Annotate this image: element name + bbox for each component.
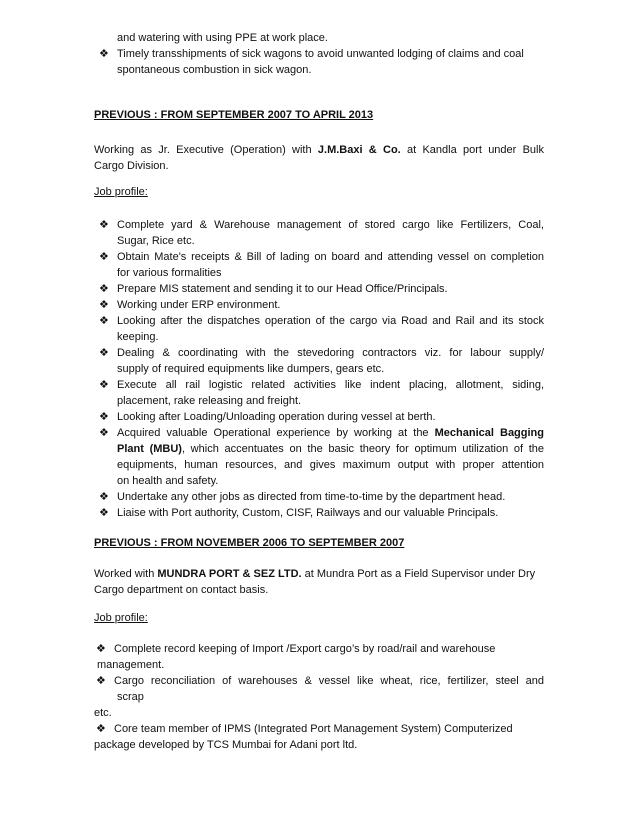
four-diamond-bullet-icon: ❖ — [99, 219, 109, 231]
text-line: Execute all rail logistic related activities like indent placing, allotment, siding, — [117, 379, 544, 391]
four-diamond-bullet-icon: ❖ — [99, 379, 109, 391]
four-diamond-bullet-icon: ❖ — [96, 643, 106, 655]
text-line: spontaneous combustion in sick wagon. — [117, 64, 312, 76]
company-name: MUNDRA PORT & SEZ LTD. — [157, 568, 302, 580]
bold-term: Mechanical Bagging — [434, 427, 544, 439]
bold-term: Plant (MBU) — [117, 443, 182, 455]
text-line: Undertake any other jobs as directed from time-to-time by the department head. — [117, 491, 506, 503]
text-line: Complete record keeping of Import /Export cargo’s by road/rail and warehouse — [114, 643, 496, 655]
intro-line — [94, 143, 544, 158]
intro-text: Working as Jr. Executive (Operation) with — [94, 144, 318, 156]
text-line: placement, rake releasing and freight. — [117, 395, 302, 407]
text-line: equipments, human resources, and gives maximum output with proper attention — [117, 459, 544, 471]
job-profile-label: Job profile: — [94, 186, 148, 198]
text-line: Core team member of IPMS (Integrated Port Management System) Computerized — [114, 723, 513, 735]
four-diamond-bullet-icon: ❖ — [99, 48, 109, 60]
text-line: Sugar, Rice etc. — [117, 235, 195, 247]
text-line — [117, 426, 544, 441]
text-line: Liaise with Port authority, Custom, CISF, Railways and our valuable Principals. — [117, 507, 499, 519]
text-line: supply of required equipments like dumpers, gears etc. — [117, 363, 385, 375]
text-line: Obtain Mate's receipts & Bill of lading on board and attending vessel on completion — [117, 251, 544, 263]
text-line: Cargo reconciliation of warehouses & vessel like wheat, rice, fertilizer, steel and — [114, 675, 544, 687]
four-diamond-bullet-icon: ❖ — [96, 675, 106, 687]
text-line: Cargo Division. — [94, 160, 169, 172]
text-line: package developed by TCS Mumbai for Adani port ltd. — [94, 739, 358, 751]
job-profile-label: Job profile: — [94, 612, 148, 624]
text-line: Prepare MIS statement and sending it to our Head Office/Principals. — [117, 283, 448, 295]
text-line: Timely transshipments of sick wagons to avoid unwanted lodging of claims and coal — [117, 48, 524, 60]
text-line: Working under ERP environment. — [117, 299, 281, 311]
intro-line — [94, 567, 535, 582]
text-line: Looking after Loading/Unloading operation during vessel at berth. — [117, 411, 436, 423]
section-heading: PREVIOUS : FROM NOVEMBER 2006 TO SEPTEMBER 2007 — [94, 537, 405, 549]
text-line: Dealing & coordinating with the stevedoring contractors viz. for labour supply/ — [117, 347, 544, 359]
bullet-text: Acquired valuable Operational experience by working at the — [117, 427, 435, 439]
company-name: J.M.Baxi & Co. — [317, 144, 401, 156]
text-line: for various formalities — [117, 267, 222, 279]
four-diamond-bullet-icon: ❖ — [99, 347, 109, 359]
four-diamond-bullet-icon: ❖ — [99, 315, 109, 327]
four-diamond-bullet-icon: ❖ — [99, 507, 109, 519]
text-line: Complete yard & Warehouse management of stored cargo like Fertilizers, Coal, — [117, 219, 544, 231]
text-line: on health and safety. — [117, 475, 219, 487]
text-line: etc. — [94, 707, 112, 719]
intro-text: at Kandla port under Bulk — [400, 144, 544, 156]
four-diamond-bullet-icon: ❖ — [96, 723, 106, 735]
four-diamond-bullet-icon: ❖ — [99, 491, 109, 503]
section-heading: PREVIOUS : FROM SEPTEMBER 2007 TO APRIL 2013 — [94, 109, 374, 121]
four-diamond-bullet-icon: ❖ — [99, 251, 109, 263]
text-line: management. — [97, 659, 165, 671]
bullet-text: , which accentuates on the basic theory for optimum utilization of the — [181, 443, 545, 455]
four-diamond-bullet-icon: ❖ — [99, 299, 109, 311]
four-diamond-bullet-icon: ❖ — [99, 411, 109, 423]
text-line: keeping. — [117, 331, 159, 343]
text-line: Cargo department on contact basis. — [94, 584, 269, 596]
text-line: and watering with using PPE at work place. — [117, 32, 328, 44]
intro-text: at Mundra Port as a Field Supervisor under Dry — [301, 568, 536, 580]
four-diamond-bullet-icon: ❖ — [99, 427, 109, 439]
text-line: scrap — [117, 691, 144, 703]
four-diamond-bullet-icon: ❖ — [99, 283, 109, 295]
text-line — [117, 442, 544, 457]
text-line: Looking after the dispatches operation of the cargo via Road and Rail and its stock — [117, 315, 544, 327]
intro-text: Worked with — [94, 568, 158, 580]
